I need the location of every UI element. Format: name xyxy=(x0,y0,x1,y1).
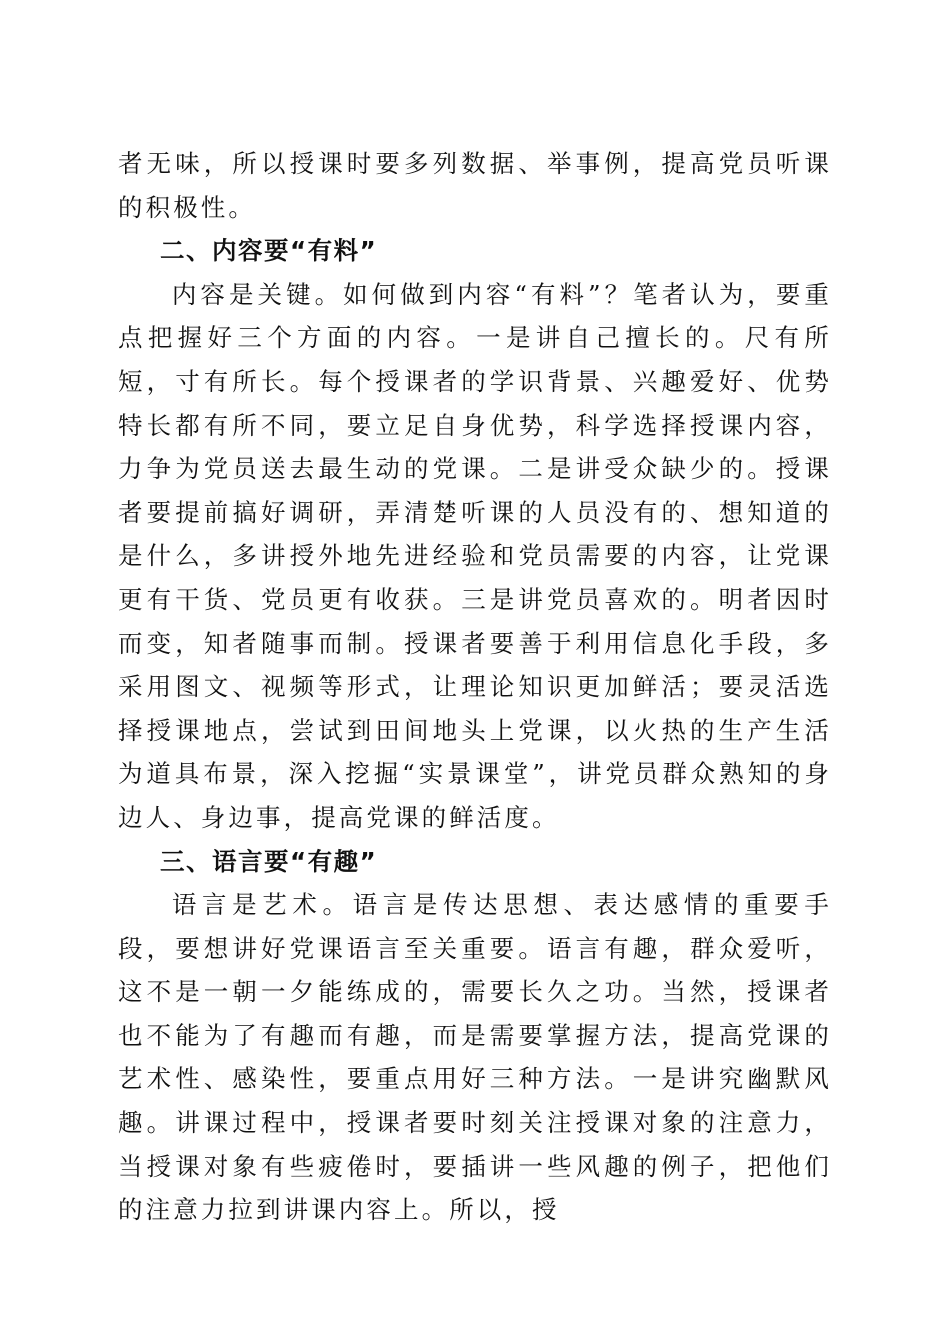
section-2-paragraph: 内容是关键。如何做到内容“有料”？笔者认为，要重点把握好三个方面的内容。一是讲自己擅长的。尺有所短，寸有所长。每个授课者的学识背景、兴趣爱好、优势特长都有所不同，要立足自身优势，科学选择授课内容，力争为党员送去最生动的党课。二是讲受众缺少的。授课者要提前搞好调研，弄清楚听课的人员没有的、想知道的是什么，多讲授外地先进经验和党员需要的内容，让党课更有干货、党员更有收获。三是讲党员喜欢的。明者因时而变，知者随事而制。授课者要善于利用信息化手段，多采用图文、视频等形式，让理论知识更加鲜活；要灵活选择授课地点，尝试到田间地头上党课，以火热的生产生活为道具布景，深入挖掘“实景课堂”，讲党员群众熟知的身边人、身边事，提高党课的鲜活度。 xyxy=(118,279,832,832)
intro-paragraph: 者无味，所以授课时要多列数据、举事例，提高党员听课的积极性。 xyxy=(118,149,832,222)
section-3-heading: 三、语言要“有趣” xyxy=(160,846,378,876)
section-2-heading: 二、内容要“有料” xyxy=(160,236,378,266)
document-body xyxy=(118,142,832,1232)
section-3-paragraph: 语言是艺术。语言是传达思想、表达感情的重要手段，要想讲好党课语言至关重要。语言有趣，群众爱听，这不是一朝一夕能练成的，需要长久之功。当然，授课者也不能为了有趣而有趣，而是需要掌握方法，提高党课的艺术性、感染性，要重点用好三种方法。一是讲究幽默风趣。讲课过程中，授课者要时刻关注授课对象的注意力，当授课对象有些疲倦时，要插讲一些风趣的例子，把他们的注意力拉到讲课内容上。所以，授 xyxy=(118,890,832,1225)
